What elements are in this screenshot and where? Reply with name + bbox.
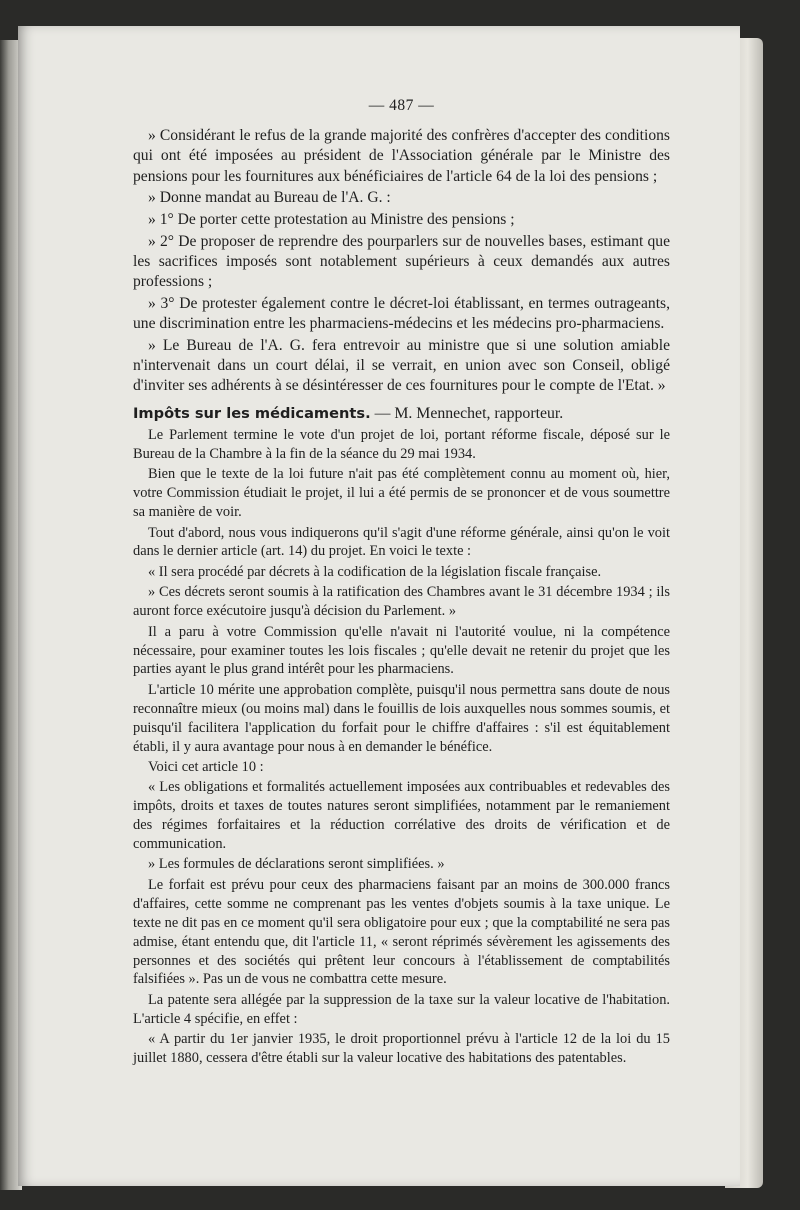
paragraph: Tout d'abord, nous vous indiquerons qu'il s'agit d'une réforme générale, ainsi qu'on le voit dans le dernier article (art. 14) du projet. En voici le texte : bbox=[133, 524, 670, 560]
quote-paragraph: « Les obligations et formalités actuellement imposées aux contribuables et redevables des impôts, droits et taxes de toutes natures seront simplifiées, notamment par le remaniement des régimes forfaitaires et la réduction corrélative des droits de vérification et de communication. bbox=[133, 779, 670, 853]
paragraph: Voici cet article 10 : bbox=[148, 758, 264, 775]
quote-paragraph: » Les formules de déclarations seront simplifiées. » bbox=[148, 856, 445, 873]
section-rapporteur: — M. Mennechet, rapporteur. bbox=[370, 405, 564, 423]
paragraph: » Donne mandat au Bureau de l'A. G. : bbox=[148, 189, 391, 207]
paragraph: Le forfait est prévu pour ceux des pharmaciens faisant par an moins de 300.000 francs d'affaires, cette somme ne comprenant pas les ventes d'objets soumis à la taxe unique. Le texte ne dit pas en ce moment qu'il sera obligatoire pour eux ; que la comptabilité ne sera pas admise, étant entendu que, dit l'article 11, « seront réprimés sévèrement les agissements des personnes et des sociétés qui prêtent leur concours à l'établissement de comptabilités falsifiées ». Pas un de vous ne combattra cette mesure. bbox=[133, 876, 670, 988]
section-body bbox=[133, 426, 670, 1068]
paragraph: La patente sera allégée par la suppression de la taxe sur la valeur locative de l'habitation. L'article 4 spécifie, en effet : bbox=[133, 991, 670, 1027]
page-number: — 487 — bbox=[368, 97, 435, 114]
page-content bbox=[133, 96, 670, 1069]
quote-paragraph: » Ces décrets seront soumis à la ratification des Chambres avant le 31 décembre 1934 ; ils auront force exécutoire jusqu'à décision du Parlement. » bbox=[133, 584, 670, 620]
section bbox=[133, 404, 670, 1068]
paragraph: » Le Bureau de l'A. G. fera entrevoir au ministre que si une solution amiable n'intervenait dans un court délai, il se verrait, en union avec son Conseil, obligé d'inviter ses adhérents à se désintéresser de ces fournitures pour le compte de l'Etat. » bbox=[133, 336, 670, 395]
paragraph: Il a paru à votre Commission qu'elle n'avait ni l'autorité voulue, ni la compétence nécessaire, pour examiner toutes les lois fiscales ; qu'elle devait ne retenir du projet que les parties ayant le plus grand intérêt pour les pharmaciens. bbox=[133, 623, 670, 678]
paragraph: » 2° De proposer de reprendre des pourparlers sur de nouvelles bases, estimant que les sacrifices imposés sont notablement supérieurs à ceux demandés aux autres professions ; bbox=[133, 232, 670, 291]
document-page bbox=[18, 26, 740, 1186]
paragraph: » 3° De protester également contre le décret-loi établissant, en termes outrageants, une discrimination entre les pharmaciens-médecins et les médecins pro-pharmaciens. bbox=[133, 294, 670, 333]
paragraph: L'article 10 mérite une approbation complète, puisqu'il nous permettra sans doute de nous reconnaître mieux (ou moins mal) dans le fouillis de lois auxquelles nous sommes soumis, et puisqu'il facilitera l'application du forfait pour le chiffre d'affaires : s'il est équitablement établi, il y aura avantage pour nous à en demander le bénéfice. bbox=[133, 681, 670, 755]
quote-paragraph: « Il sera procédé par décrets à la codification de la législation fiscale française. bbox=[148, 563, 602, 580]
paragraph: Le Parlement termine le vote d'un projet de loi, portant réforme fiscale, déposé sur le Bureau de la Chambre à la fin de la séance du 29 mai 1934. bbox=[133, 427, 670, 462]
section-heading bbox=[133, 404, 670, 424]
quote-paragraph: « A partir du 1er janvier 1935, le droit proportionnel prévu à l'article 12 de la loi du 15 juillet 1880, cessera d'être établi sur la valeur locative des habitations des patentables. bbox=[133, 1031, 670, 1067]
section-title: Impôts sur les médicaments. bbox=[133, 405, 371, 423]
paragraph: » 1° De porter cette protestation au Ministre des pensions ; bbox=[148, 211, 515, 229]
paragraph: Bien que le texte de la loi future n'ait pas été complètement connu au moment où, hier, votre Commission étudiait le projet, il lui a été permis de se prononcer et de vous soumettre sa manière de voir. bbox=[133, 466, 670, 521]
paragraph: » Considérant le refus de la grande majorité des confrères d'accepter des conditions qui ont été imposées au président de l'Association générale par le Ministre des pensions pour les fournitures aux bénéficiaires de l'article 64 de la loi des pensions ; bbox=[133, 127, 670, 185]
